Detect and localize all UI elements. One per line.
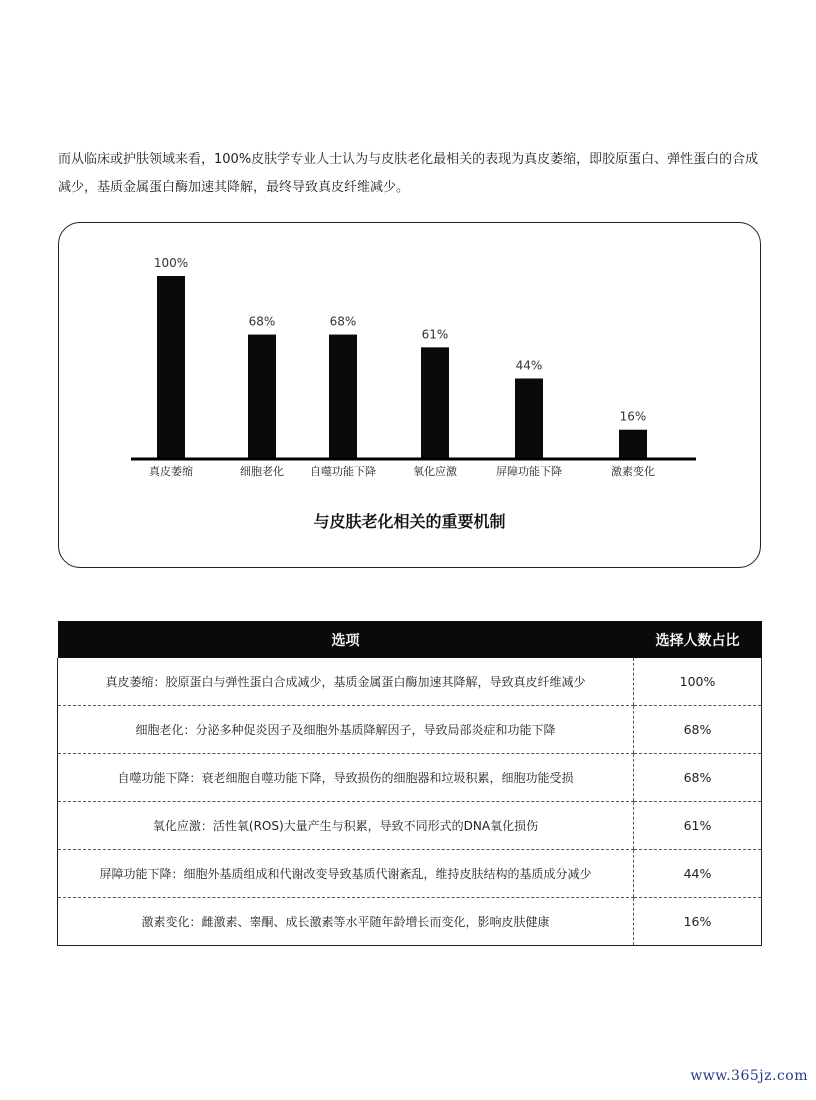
header-percentage: 选择人数占比: [634, 621, 762, 658]
bar: [157, 276, 185, 459]
mechanism-table: [57, 621, 762, 946]
percentage-cell: 16%: [634, 898, 762, 946]
option-cell: 自噬功能下降：衰老细胞自噬功能下降，导致损伤的细胞器和垃圾积累，细胞功能受损: [58, 754, 634, 802]
option-cell: 真皮萎缩：胶原蛋白与弹性蛋白合成减少，基质金属蛋白酶加速其降解，导致真皮纤维减少: [58, 658, 634, 706]
category-label: 真皮萎缩: [149, 465, 193, 478]
option-cell: 细胞老化：分泌多种促炎因子及细胞外基质降解因子，导致局部炎症和功能下降: [58, 706, 634, 754]
category-label: 激素变化: [611, 465, 655, 478]
table-row: [58, 706, 762, 754]
percentage-cell: 68%: [634, 754, 762, 802]
option-cell: 屏障功能下降：细胞外基质组成和代谢改变导致基质代谢紊乱，维持皮肤结构的基质成分减少: [58, 850, 634, 898]
data-label: 100%: [153, 256, 189, 270]
data-label: 68%: [248, 314, 276, 329]
percentage-cell: 68%: [634, 706, 762, 754]
watermark: www.365jz.com: [690, 1068, 808, 1084]
bar: [619, 430, 647, 459]
option-cell: 氧化应激：活性氧(ROS)大量产生与积累，导致不同形式的DNA氧化损伤: [58, 802, 634, 850]
table-header-row: [58, 621, 762, 658]
table-row: [58, 658, 762, 706]
bar: [421, 347, 449, 459]
table-row: [58, 898, 762, 946]
header-option: 选项: [58, 621, 634, 658]
category-label: 屏障功能下降: [496, 465, 562, 478]
table-row: [58, 850, 762, 898]
percentage-cell: 61%: [634, 802, 762, 850]
data-label: 68%: [329, 314, 357, 329]
data-label: 44%: [515, 358, 543, 373]
category-label: 细胞老化: [240, 465, 284, 478]
bar: [248, 335, 276, 459]
category-label: 自噬功能下降: [310, 465, 376, 478]
percentage-cell: 100%: [634, 658, 762, 706]
bar: [515, 378, 543, 459]
data-label: 16%: [619, 409, 647, 424]
chart-card: [58, 222, 761, 568]
table-row: [58, 754, 762, 802]
chart-title: 与皮肤老化相关的重要机制: [313, 512, 506, 531]
option-cell: 激素变化：雌激素、睾酮、成长激素等水平随年龄增长而变化，影响皮肤健康: [58, 898, 634, 946]
data-label: 61%: [421, 327, 449, 342]
intro-paragraph: 而从临床或护肤领域来看，100%皮肤学专业人士认为与皮肤老化最相关的表现为真皮萎缩，即胶原蛋白、弹性蛋白的合成减少，基质金属蛋白酶加速其降解，最终导致真皮纤维减少。: [58, 152, 759, 195]
category-label: 氧化应激: [413, 465, 457, 478]
bar: [329, 335, 357, 459]
percentage-cell: 44%: [634, 850, 762, 898]
table-row: [58, 802, 762, 850]
